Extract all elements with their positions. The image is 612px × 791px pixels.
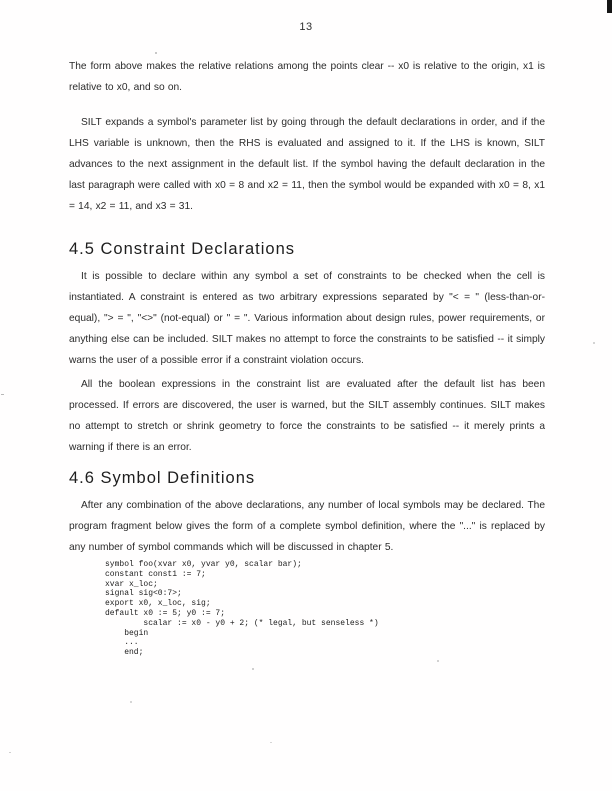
code-line-export: export x0, x_loc, sig; [105,599,211,609]
paragraph-symbol-definitions-intro: After any combination of the above declarations, any number of local symbols may be declared. The program fragment below gives the form of a complete symbol definition, where the "..." is replaced by any number of symbol commands which will be discussed in chapter 5. [69,500,545,553]
code-line-ellipsis: ... [105,638,139,648]
scan-speck [9,752,11,753]
section-heading-4-5: 4.5 Constraint Declarations [69,240,296,258]
section-heading-4-6: 4.6 Symbol Definitions [69,469,256,487]
scan-speck [252,668,254,670]
paragraph-constraints-intro: It is possible to declare within any symbol a set of constraints to be checked when the cell is instantiated. A constraint is entered as two arbitrary expressions separated by "< = " (less-than-or-equal), "> = ", "<>" (not-equal) or " = ". Various information about design rules, power requirements, or anything else can be included. SILT makes no attempt to force the constraints to be satisfied -- it simply warns the user of a possible error if a constraint violation occurs. [69,271,545,366]
scan-speck [270,742,272,743]
scan-corner-mark [607,0,612,13]
code-line-begin: begin [105,628,149,638]
code-line-signal: signal sig<0:7>; [105,589,182,599]
code-line-scalar: scalar := x0 - y0 + 2; (* legal, but senseless *) [105,618,379,628]
page-number: 13 [299,21,313,33]
code-line-end: end; [105,648,144,658]
paragraph-silt-expands: SILT expands a symbol's parameter list by going through the default declarations in order, and if the LHS variable is unknown, then the RHS is evaluated and assigned to it. If the LHS is known, SILT advances to the next assignment in the default list. If the symbol having the default declaration in the last paragraph were called with x0 = 8 and x2 = 11, then the symbol would be expanded with x0 = 8, x1 = 14, x2 = 11, and x3 = 31. [69,117,545,212]
code-block-symbol-definition [105,560,545,658]
code-line-default: default x0 := 5; y0 := 7; [105,608,226,618]
scan-speck [130,701,132,703]
page-content [69,0,545,658]
code-line-xvar: xvar x_loc; [105,579,158,589]
scan-speck [437,660,439,662]
scan-speck [1,394,4,395]
code-line-constant: constant const1 := 7; [105,569,206,579]
paragraph-relative-relations: The form above makes the relative relations among the points clear -- x0 is relative to the origin, x1 is relative to x0, and so on. [69,61,545,93]
paragraph-boolean-expressions: All the boolean expressions in the constraint list are evaluated after the default list has been processed. If errors are discovered, the user is warned, but the SILT assembly continues. SILT makes no attempt to stretch or shrink geometry to force the constraints to be satisfied -- it merely prints a warning if there is an error. [69,379,545,453]
code-line-symbol: symbol foo(xvar x0, yvar y0, scalar bar); [105,560,302,569]
scan-speck [593,342,595,344]
scan-speck [155,52,157,54]
